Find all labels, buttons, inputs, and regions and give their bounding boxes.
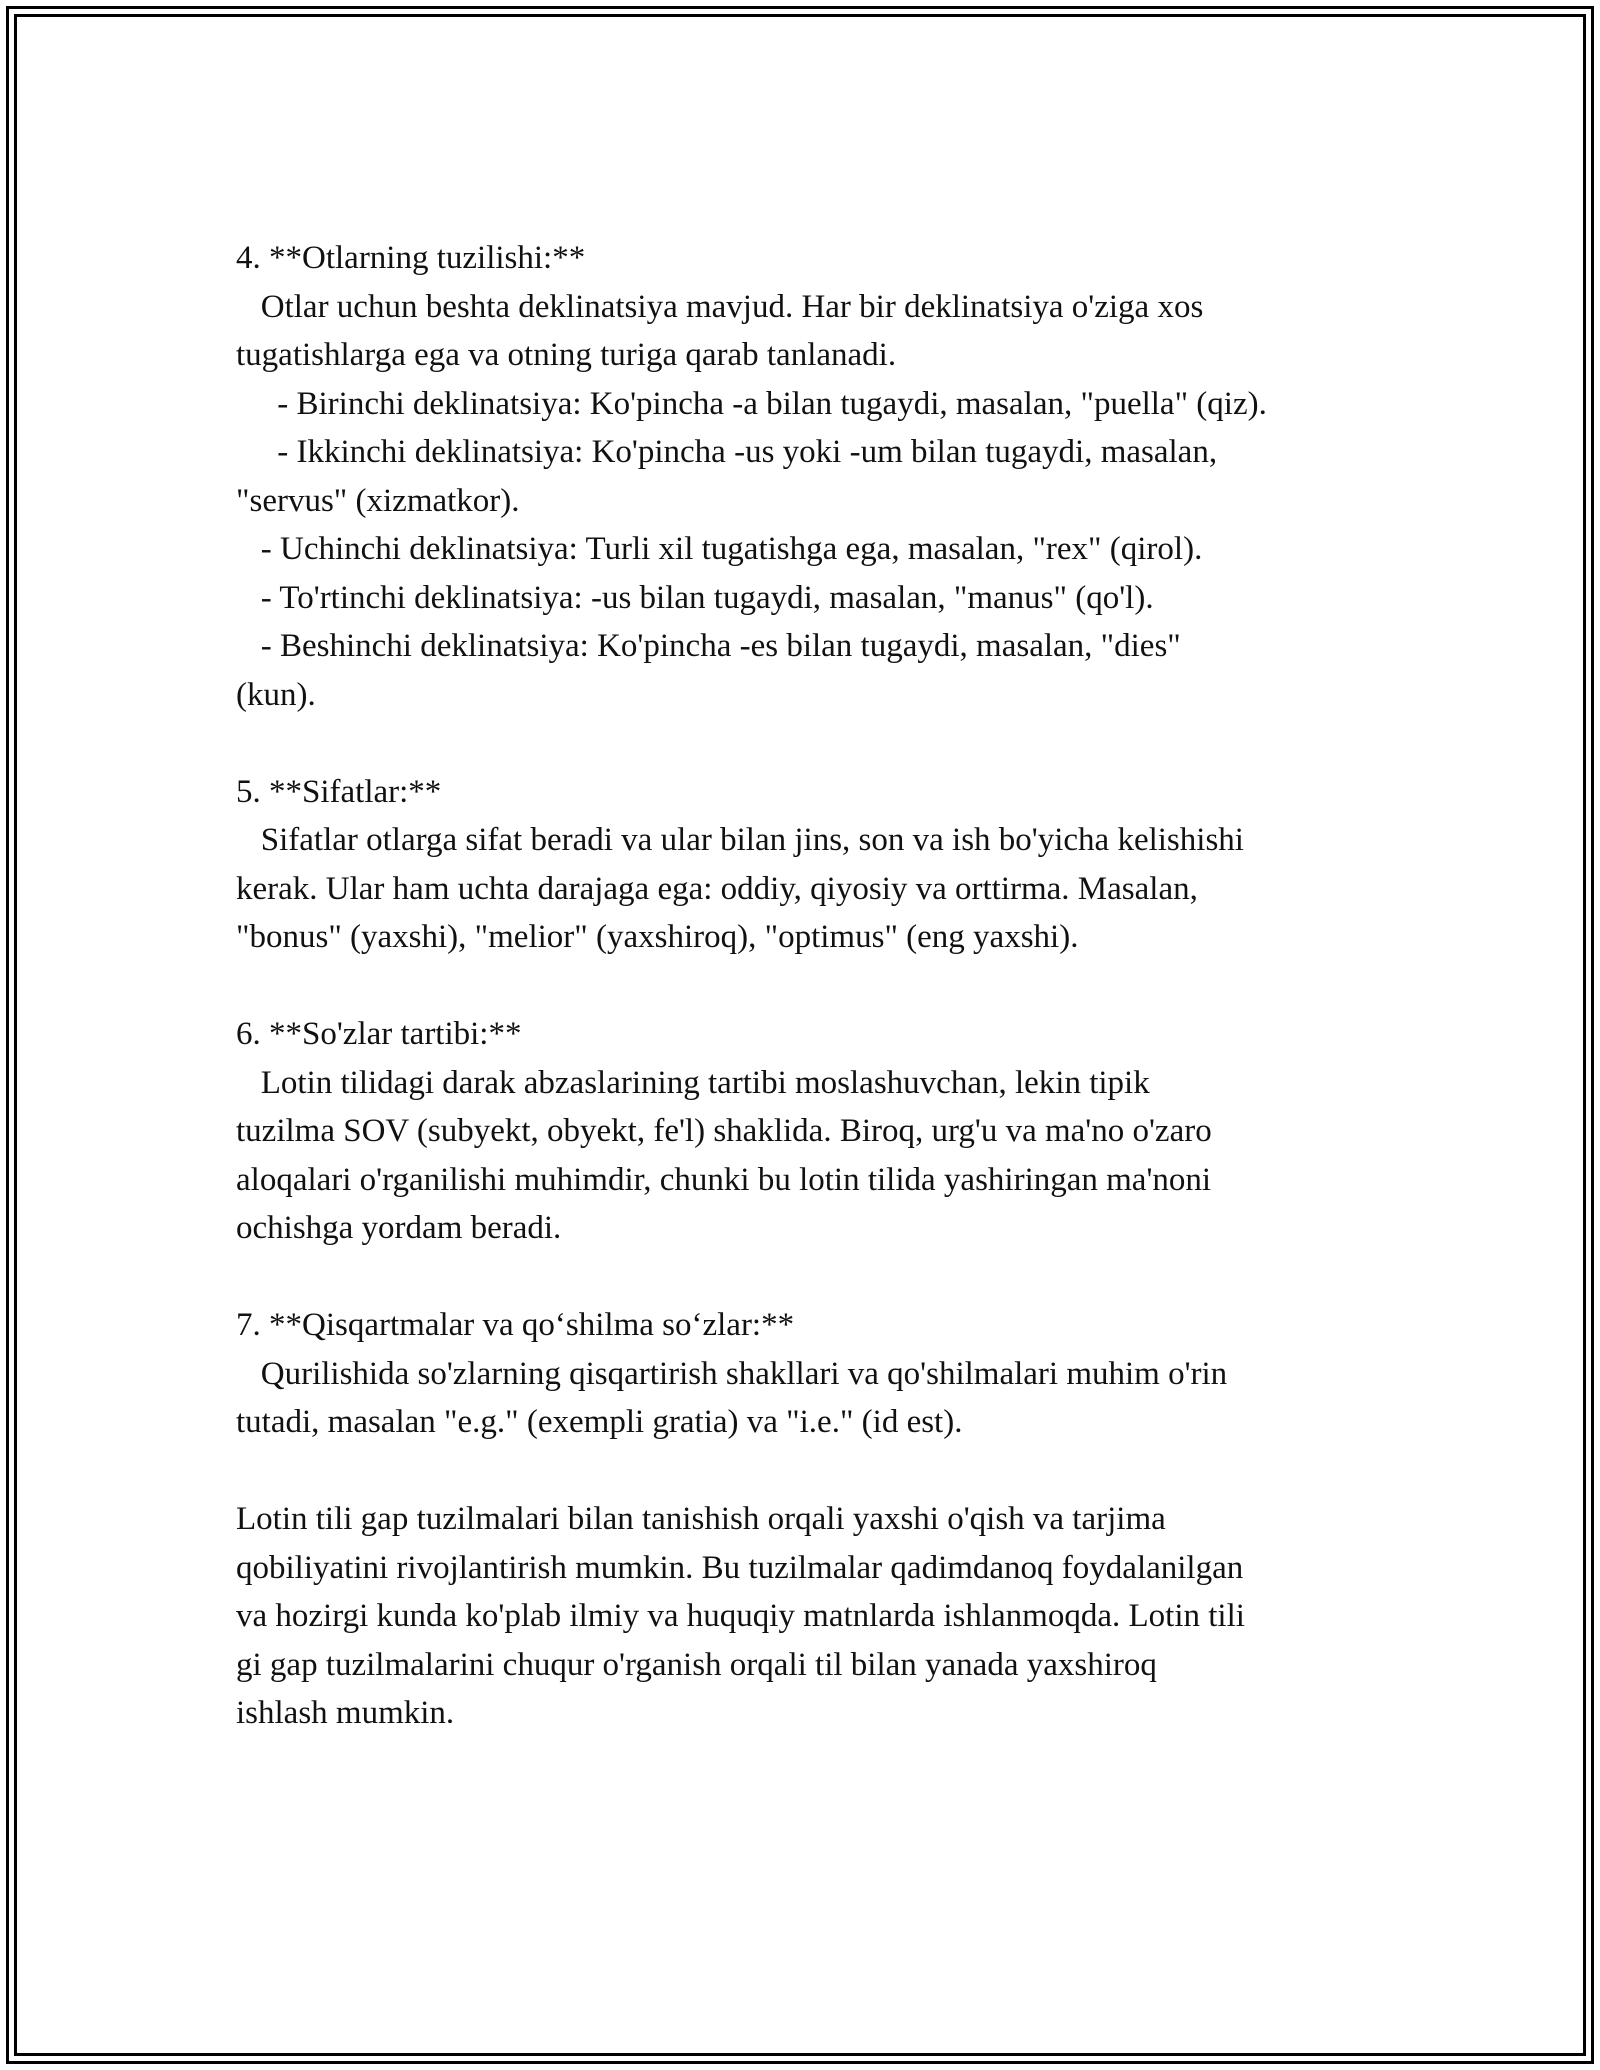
paragraph-line: tutadi, masalan "e.g." (exempli gratia) va "i.e." (id est). [236,1404,963,1440]
paragraph-line: aloqalari o'rganilishi muhimdir, chunki bu lotin tilida yashiringan ma'noni [236,1161,1212,1198]
section-conclusion [236,1495,1396,1738]
paragraph-line: Sifatlar otlarga sifat beradi va ular bilan jins, son va ish bo'yicha kelishishi [236,822,1244,858]
paragraph-line: tuzilma SOV (subyekt, obyekt, fe'l) shaklida. Biroq, urg'u va ma'no o'zaro [236,1113,1212,1149]
section-heading: 6. **So'zlar tartibi:** [236,1016,522,1052]
list-item-line: (kun). [236,676,316,713]
section-heading: 5. **Sifatlar:** [236,773,442,810]
paragraph-line: Lotin tilidagi darak abzaslarining tartibi moslashuvchan, lekin tipik [236,1064,1150,1101]
list-item-line: - Uchinchi deklinatsiya: Turli xil tugatishga ega, masalan, "rex" (qirol). [236,531,1203,567]
blank-line [236,1447,1396,1496]
section-heading: 4. **Otlarning tuzilishi:** [236,240,586,276]
paragraph-line: ochishga yordam beradi. [236,1210,562,1246]
paragraph-line: kerak. Ular ham uchta darajaga ega: oddiy, qiyosiy va orttirma. Masalan, [236,870,1198,907]
section-otlarning-tuzilishi [236,234,1396,719]
list-item-line: - Ikkinchi deklinatsiya: Ko'pincha -us yoki -um bilan tugaydi, masalan, [236,434,1218,470]
list-item-line: - To'rtinchi deklinatsiya: -us bilan tugaydi, masalan, "manus" (qo'l). [236,579,1154,616]
section-sozlar-tartibi [236,1010,1396,1253]
blank-line [236,1253,1396,1302]
section-heading: 7. **Qisqartmalar va qo‘shilma so‘zlar:** [236,1307,795,1343]
blank-line [236,962,1396,1011]
paragraph-line: "bonus" (yaxshi), "melior" (yaxshiroq), "optimus" (eng yaxshi). [236,919,1079,955]
paragraph-line: ishlash mumkin. [236,1695,455,1731]
list-item-line: - Beshinchi deklinatsiya: Ko'pincha -es bilan tugaydi, masalan, "dies" [236,628,1181,664]
section-qisqartmalar [236,1301,1396,1447]
section-sifatlar [236,768,1396,962]
list-item-line: "servus" (xizmatkor). [236,482,520,519]
paragraph-line: Qurilishida so'zlarning qisqartirish shakllari va qo'shilmalari muhim o'rin [236,1355,1228,1392]
paragraph-line: Otlar uchun beshta deklinatsiya mavjud. Har bir deklinatsiya o'ziga xos [236,288,1204,325]
paragraph-line: va hozirgi kunda ko'plab ilmiy va huquqiy matnlarda ishlanmoqda. Lotin tili [236,1598,1245,1634]
paragraph-line: tugatishlarga ega va otning turiga qarab tanlanadi. [236,337,897,373]
paragraph-line: gi gap tuzilmalarini chuqur o'rganish orqali til bilan yanada yaxshiroq [236,1646,1157,1683]
blank-line [236,719,1396,768]
list-item-line: - Birinchi deklinatsiya: Ko'pincha -a bilan tugaydi, masalan, "puella" (qiz). [236,385,1267,422]
paragraph-line: Lotin tili gap tuzilmalari bilan tanishish orqali yaxshi o'qish va tarjima [236,1501,1166,1537]
paragraph-line: qobiliyatini rivojlantirish mumkin. Bu tuzilmalar qadimdanoq foydalanilgan [236,1549,1244,1586]
document-body [236,234,1396,1738]
